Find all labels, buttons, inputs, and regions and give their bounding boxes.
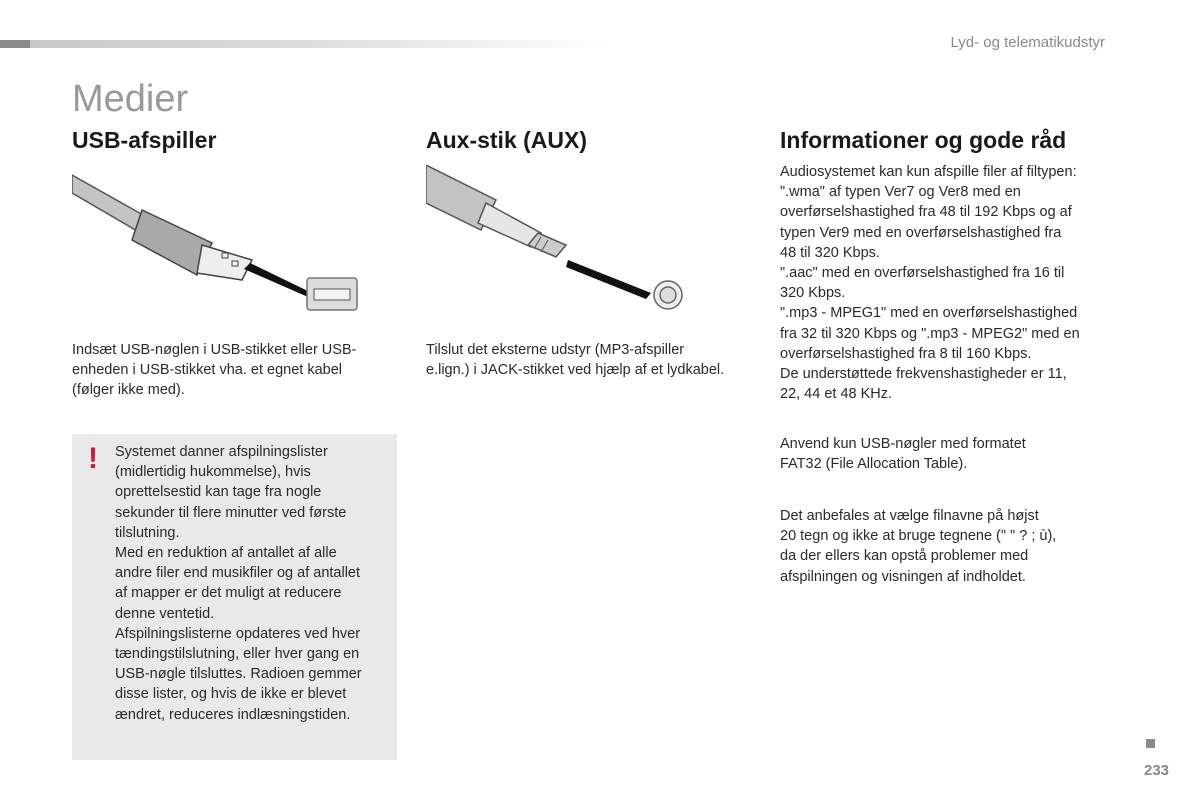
page-number: 233	[1144, 762, 1170, 779]
warning-icon: !	[88, 442, 98, 475]
section-header: Lyd- og telematikudstyr	[950, 34, 1105, 51]
info-formats: Audiosystemet kan kun afspille filer af filtypen: ".wma" af typen Ver7 og Ver8 med en overførselshastighed fra 48 til 192 Kbps og af typen Ver9 med en overførselshastighed fra 48 til 320 Kbps. ".aac" med en overførselshastighed fra 16 til 320 Kbps. ".mp3 - MPEG1" med en overførselshastighed fra 32 til 320 Kbps og ".mp3 - MPEG2" med en overførselshastighed fra 8 til 160 Kbps. De understøttede frekvenshastigheder er 11, 22, 44 et 48 KHz.	[780, 164, 1080, 403]
usb-description: Indsæt USB-nøglen i USB-stikket eller USB- enheden i USB-stikket vha. et egnet kabel (følger ikke med).	[72, 342, 357, 399]
aux-heading: Aux-stik (AUX)	[426, 127, 588, 153]
jack-plug-icon	[426, 165, 696, 315]
info-filenames: Det anbefales at vælge filnavne på højst 20 tegn og ikke at bruge tegnene (" " ? ; ù), da der ellers kan opstå problemer med afspilningen og visningen af indholdet.	[780, 508, 1057, 585]
info-heading: Informationer og gode råd	[780, 127, 1067, 153]
warning-box	[72, 434, 397, 760]
page-marker	[1146, 739, 1155, 748]
warning-text: Systemet danner afspilningslister (midlertidig hukommelse), hvis oprettelsestid kan tage fra nogle sekunder til flere minutter ved første tilslutning. Med en reduktion af antallet af alle andre filer end musikfiler og af antallet af mapper er det muligt at reducere denne ventetid. Afspilningslisterne opdateres ved hver tændingstilslutning, eller hver gang en USB-nøgle tilsluttes. Radioen gemmer disse lister, og hvis de ikke er blevet ændret, reduceres indlæsningstiden.	[115, 444, 362, 723]
page-title: Medier	[72, 78, 189, 120]
usb-heading: USB-afspiller	[72, 127, 217, 153]
info-usb-format: Anvend kun USB-nøgler med formatet FAT32 (File Allocation Table).	[780, 436, 1026, 473]
header-bar	[0, 40, 610, 48]
usb-plug-icon	[72, 165, 372, 315]
aux-description: Tilslut det eksterne udstyr (MP3-afspiller e.lign.) i JACK-stikket ved hjælp af et lydkabel.	[426, 342, 725, 379]
